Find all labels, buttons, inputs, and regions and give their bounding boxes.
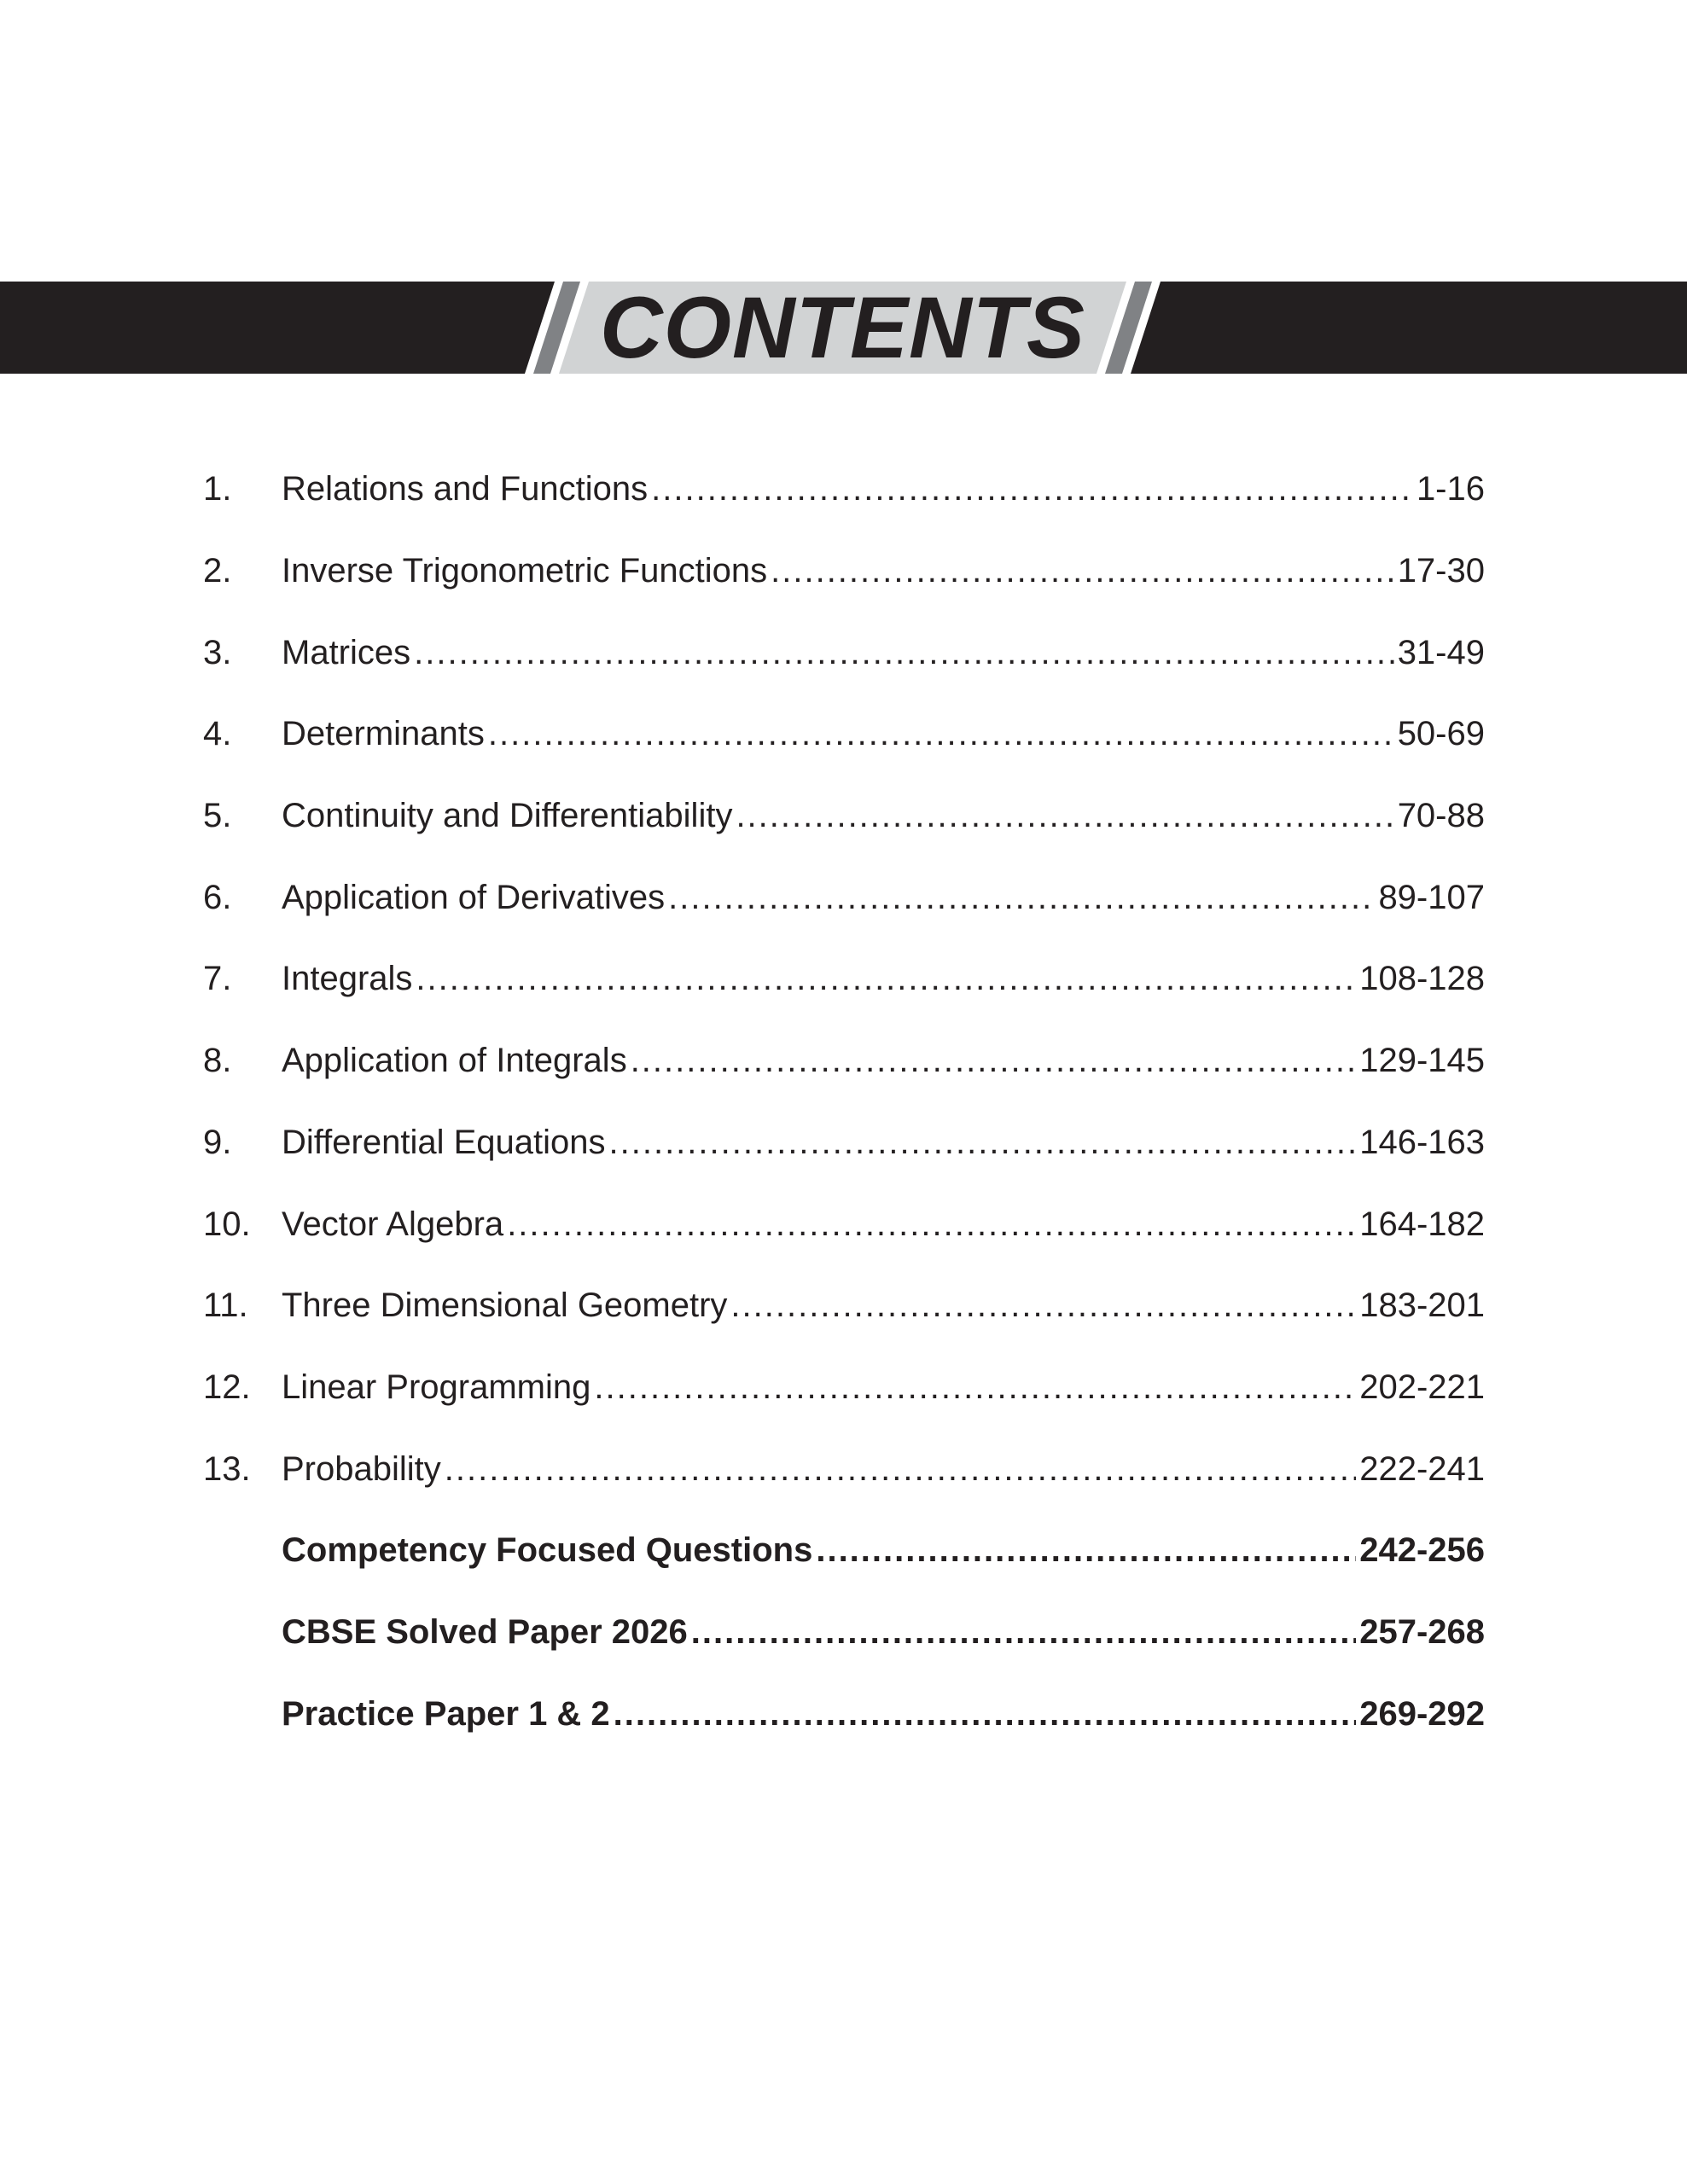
toc-chapter-title: Linear Programming: [282, 1368, 591, 1406]
toc-row[interactable]: [203, 938, 1485, 1020]
toc-chapter-number: 4.: [203, 715, 232, 753]
table-of-contents: [203, 449, 1485, 1755]
toc-chapter-number: 11.: [203, 1287, 248, 1325]
contents-banner: [0, 279, 1687, 376]
toc-chapter-number: 1.: [203, 470, 232, 508]
banner-right-bar: [1131, 282, 1687, 374]
toc-page-range: 164-182: [1359, 1205, 1485, 1243]
toc-row[interactable]: [203, 1102, 1485, 1184]
toc-page-range: 269-292: [1359, 1694, 1485, 1733]
toc-page-range: 202-221: [1359, 1368, 1485, 1406]
toc-section-title: Competency Focused Questions: [282, 1531, 813, 1570]
toc-chapter-title: Probability: [282, 1449, 441, 1488]
toc-dot-leader: [445, 1450, 1356, 1489]
toc-chapter-title: Relations and Functions: [282, 470, 649, 508]
toc-chapter-number: 8.: [203, 1042, 232, 1080]
toc-dot-leader: [414, 634, 1394, 672]
toc-chapter-title: Differential Equations: [282, 1123, 606, 1161]
toc-chapter-title: Vector Algebra: [282, 1205, 504, 1243]
toc-dot-leader: [488, 715, 1394, 753]
toc-dot-leader: [816, 1531, 1356, 1570]
toc-section-title: CBSE Solved Paper 2026: [282, 1612, 688, 1651]
toc-chapter-title: Inverse Trigonometric Functions: [282, 552, 768, 590]
toc-row[interactable]: [203, 449, 1485, 531]
toc-dot-leader: [416, 960, 1356, 998]
toc-dot-leader: [736, 797, 1393, 835]
banner-left-bar: [0, 282, 555, 374]
toc-row[interactable]: [203, 1183, 1485, 1265]
toc-chapter-title: Continuity and Differentiability: [282, 797, 733, 835]
toc-row[interactable]: [203, 1347, 1485, 1429]
toc-dot-leader: [771, 552, 1394, 590]
toc-chapter-title: Three Dimensional Geometry: [282, 1287, 728, 1325]
toc-row[interactable]: [203, 857, 1485, 938]
toc-page-range: 222-241: [1359, 1449, 1485, 1488]
toc-page-range: 257-268: [1359, 1612, 1485, 1651]
toc-page-range: 146-163: [1359, 1123, 1485, 1161]
toc-dot-leader: [651, 470, 1413, 508]
toc-page-range: 129-145: [1359, 1042, 1485, 1080]
toc-dot-leader: [631, 1042, 1357, 1080]
toc-chapter-title: Application of Integrals: [282, 1042, 627, 1080]
toc-row[interactable]: [203, 1265, 1485, 1347]
toc-chapter-title: Determinants: [282, 715, 485, 753]
toc-chapter-title: Matrices: [282, 633, 411, 671]
toc-dot-leader: [594, 1368, 1356, 1407]
toc-chapter-number: 6.: [203, 878, 232, 916]
toc-page-range: 1-16: [1416, 470, 1485, 508]
page-title: CONTENTS: [600, 279, 1085, 376]
toc-row-extra[interactable]: [203, 1592, 1485, 1674]
toc-dot-leader: [691, 1613, 1356, 1652]
toc-chapter-number: 10.: [203, 1205, 251, 1243]
toc-page-range: 89-107: [1378, 878, 1485, 916]
toc-chapter-number: 3.: [203, 633, 232, 671]
toc-page-range: 17-30: [1397, 552, 1485, 590]
toc-chapter-title: Application of Derivatives: [282, 878, 666, 916]
toc-dot-leader: [668, 879, 1375, 917]
toc-row-extra[interactable]: [203, 1510, 1485, 1592]
toc-page-range: 31-49: [1397, 633, 1485, 671]
toc-dot-leader: [609, 1124, 1357, 1162]
toc-chapter-number: 13.: [203, 1449, 251, 1488]
toc-chapter-number: 5.: [203, 797, 232, 835]
toc-chapter-number: 7.: [203, 960, 232, 998]
toc-chapter-number: 12.: [203, 1368, 251, 1406]
toc-row[interactable]: [203, 1428, 1485, 1510]
toc-row[interactable]: [203, 612, 1485, 694]
toc-chapter-number: 2.: [203, 552, 232, 590]
toc-dot-leader: [730, 1287, 1356, 1325]
toc-chapter-title: Integrals: [282, 960, 413, 998]
toc-page-range: 70-88: [1397, 797, 1485, 835]
toc-row-extra[interactable]: [203, 1673, 1485, 1755]
toc-page-range: 183-201: [1359, 1287, 1485, 1325]
toc-dot-leader: [614, 1695, 1357, 1734]
toc-section-title: Practice Paper 1 & 2: [282, 1694, 610, 1733]
toc-row[interactable]: [203, 531, 1485, 613]
toc-page-range: 108-128: [1359, 960, 1485, 998]
toc-row[interactable]: [203, 1020, 1485, 1102]
toc-row[interactable]: [203, 694, 1485, 775]
toc-page-range: 242-256: [1359, 1531, 1485, 1570]
toc-chapter-number: 9.: [203, 1123, 232, 1161]
toc-dot-leader: [507, 1205, 1356, 1244]
toc-row[interactable]: [203, 775, 1485, 857]
toc-page-range: 50-69: [1397, 715, 1485, 753]
